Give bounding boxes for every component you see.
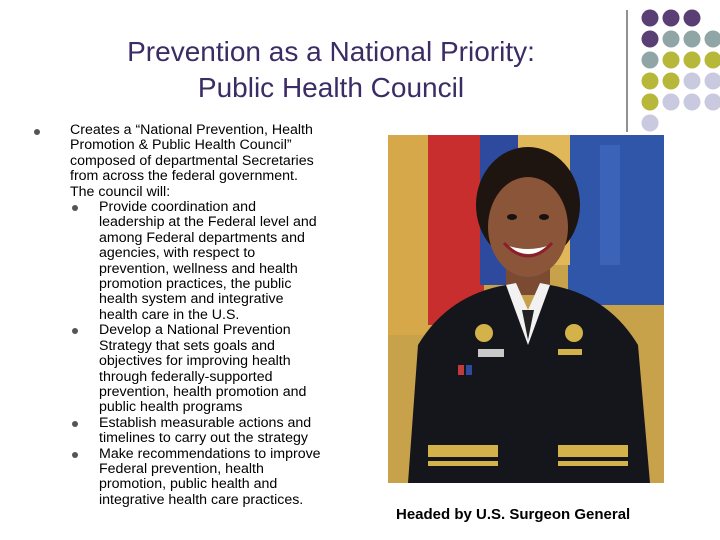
sub-bullet-icon	[72, 328, 78, 334]
decorative-divider	[626, 10, 628, 132]
decorative-dot	[663, 10, 680, 27]
sub-bullet-item: Provide coordination and leadership at the Federal level and among Federal departments and agencies, with respect to prevention, wellness and health promotion practices, the public health system and integrative health care in the U.S.	[99, 200, 390, 323]
portrait-caption: Headed by U.S. Surgeon General	[396, 506, 631, 523]
bullet-content	[70, 123, 390, 508]
decorative-dot	[684, 73, 701, 90]
flag-gold	[388, 135, 434, 335]
page-title	[40, 34, 622, 106]
sub-bullet-item: Make recommendations to improve Federal prevention, health promotion, public health and integrative health care practices.	[99, 447, 390, 509]
decorative-dot	[705, 52, 720, 69]
decorative-dot	[663, 73, 680, 90]
sub-bullet-item: Develop a National Prevention Strategy that sets goals and objectives for improving health through federally-supported prevention, health promotion and public health programs	[99, 323, 390, 415]
decorative-dot	[642, 52, 659, 69]
decorative-dot	[642, 10, 659, 27]
title-line-1: Prevention as a National Priority:	[127, 36, 535, 67]
decorative-dot	[684, 10, 701, 27]
decorative-dot	[705, 94, 720, 111]
decorative-dot	[642, 73, 659, 90]
decorative-dot	[663, 31, 680, 48]
decorative-dot	[705, 73, 720, 90]
decorative-dot	[642, 115, 659, 132]
decorative-dot	[705, 31, 720, 48]
intro-text: Creates a “National Prevention, Health Promotion & Public Health Council” composed of departmental Secretaries from across the federal government. The council will:	[70, 122, 314, 200]
decorative-dot	[684, 52, 701, 69]
sub-bullet-icon	[72, 205, 78, 211]
decorative-dot	[684, 94, 701, 111]
sub-bullet-icon	[72, 452, 78, 458]
sub-bullet-icon	[72, 421, 78, 427]
decorative-dot	[663, 52, 680, 69]
decorative-dot	[642, 94, 659, 111]
sub-bullet-list	[70, 200, 390, 508]
surgeon-general-portrait	[388, 135, 664, 483]
decorative-dot	[642, 31, 659, 48]
sub-bullet-item: Establish measurable actions and timelines to carry out the strategy	[99, 416, 390, 447]
title-line-2: Public Health Council	[197, 72, 465, 103]
main-bullet-icon	[34, 129, 40, 135]
decorative-dot	[684, 31, 701, 48]
decorative-dot	[663, 94, 680, 111]
